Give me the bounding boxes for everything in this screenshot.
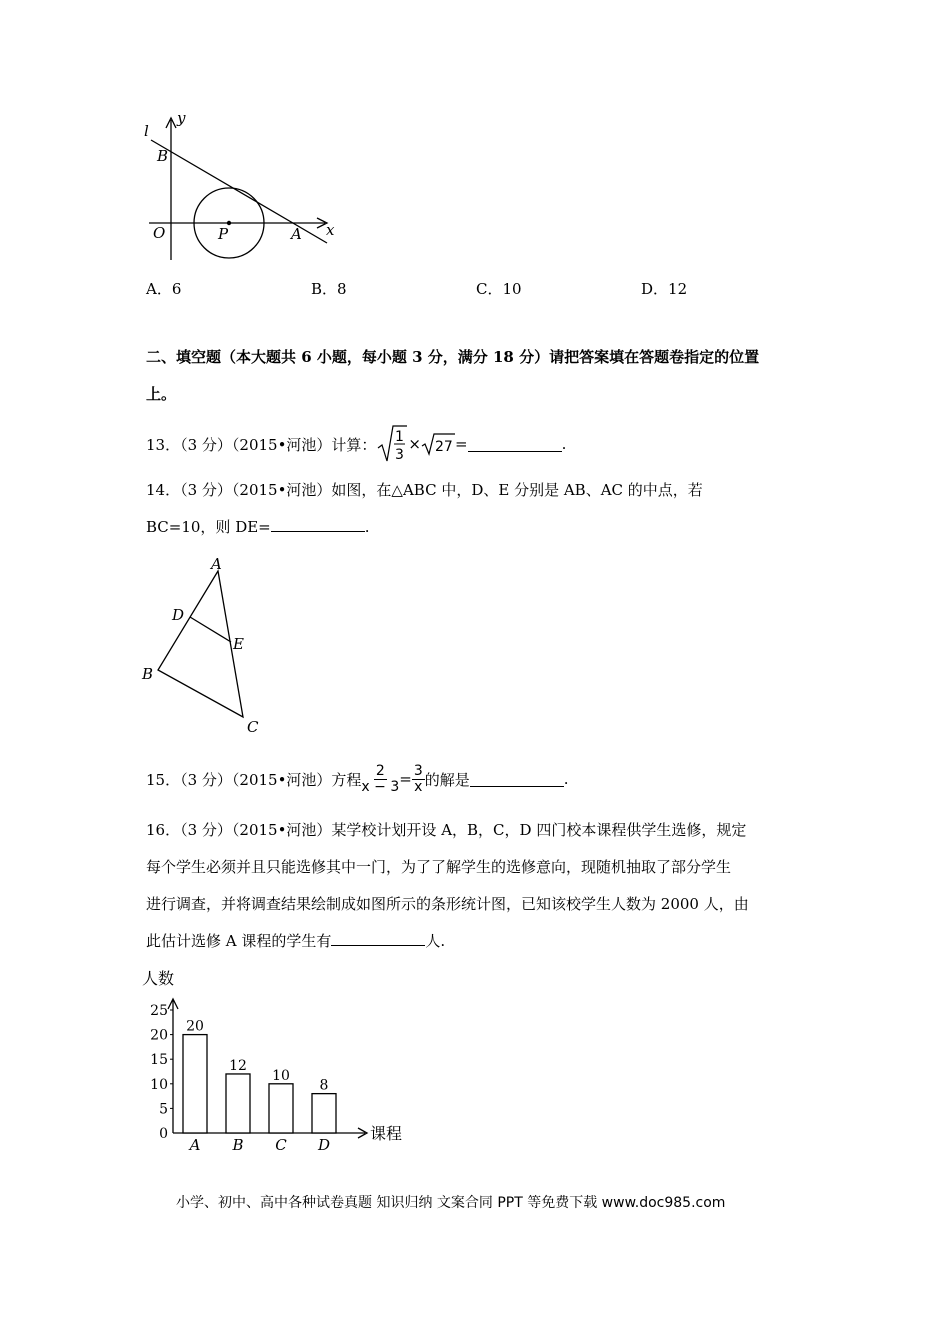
section-heading-line1: 二、填空题（本大题共 6 小题，每小题 3 分，满分 18 分）请把答案填在答题卷指定的位置 (146, 348, 760, 366)
bar-D (312, 1094, 336, 1133)
question-13: 13．（3 分）（2015•河池）计算： 1 3 × 27 = . (146, 424, 566, 464)
sqrt-fraction (377, 424, 407, 464)
label-tri-A: A (211, 555, 222, 573)
svg-text:3: 3 (395, 447, 405, 463)
bar-chart (140, 962, 420, 1157)
y-tick-label: 15 (150, 1052, 168, 1069)
question-16-line1: 16．（3 分）（2015•河池）某学校计划开设 A，B，C，D 四门校本课程供学生选修，规定 (146, 821, 747, 839)
option-d: D．12 (641, 280, 688, 298)
question-16-line4: 此估计选修 A 课程的学生有 人. (146, 932, 446, 950)
label-y: y (177, 110, 186, 127)
label-O: O (153, 224, 166, 242)
question-14-line2: BC=10，则 DE= . (146, 518, 370, 536)
label-B: B (157, 147, 169, 165)
question-16-line3: 进行调查，并将调查结果绘制成如图所示的条形统计图，已知该校学生人数为 2000 人，由 (146, 895, 749, 913)
bar-C (269, 1084, 293, 1133)
y-tick-label: 25 (150, 1003, 168, 1019)
svg-text:1: 1 (395, 429, 405, 445)
fraction-3-over-x: $\frac{3}{x}$ (413, 762, 423, 795)
sqrt-27 (421, 432, 455, 456)
x-tick-label: D (317, 1136, 331, 1154)
y-tick-label: 10 (150, 1076, 168, 1093)
question-15: 15．（3 分）（2015•河池）方程 $\frac{2}{x - 3}$ = $\frac{3}{x}$ 的解是 . (146, 762, 569, 795)
answer-blank-13[interactable] (468, 436, 562, 452)
x-tick-label: C (275, 1136, 287, 1154)
answer-blank-15[interactable] (470, 771, 564, 787)
answer-blank-14[interactable] (271, 516, 365, 532)
label-A: A (291, 225, 302, 243)
question-16-line2: 每个学生必须并且只能选修其中一门，为了了解学生的选修意向，现随机抽取了部分学生 (146, 858, 732, 876)
label-tri-E: E (233, 635, 244, 653)
bar-value-label: 10 (272, 1067, 290, 1084)
label-l: l (144, 122, 149, 140)
option-a: A．6 (146, 280, 182, 298)
label-tri-D: D (172, 606, 185, 624)
y-tick-label: 5 (159, 1101, 168, 1118)
x-tick-label: B (232, 1136, 244, 1154)
footer-text: 小学、初中、高中各种试卷真题 知识归纳 文案合同 PPT 等免费下载 www.doc985.com (176, 1195, 726, 1211)
question-14-line1: 14．（3 分）（2015•河池）如图，在△ABC 中，D、E 分别是 AB、AC 的中点，若 (146, 481, 703, 499)
svg-text:27: 27 (435, 439, 453, 455)
y-axis-label: 人数 (142, 969, 175, 988)
option-c: C．10 (476, 280, 522, 298)
label-x: x (326, 221, 335, 239)
label-tri-C: C (247, 718, 259, 736)
x-axis-label: 课程 (370, 1124, 403, 1143)
bar-value-label: 12 (229, 1057, 247, 1074)
bar-B (226, 1074, 250, 1133)
y-tick-label: 20 (150, 1027, 168, 1044)
bar-value-label: 8 (319, 1077, 329, 1094)
option-b: B．8 (311, 280, 347, 298)
fraction-2-over-x-3: $\frac{2}{x - 3}$ (361, 762, 400, 795)
bar-A (183, 1035, 207, 1133)
bar-value-label: 20 (186, 1018, 204, 1035)
y-tick-label: 0 (159, 1126, 168, 1142)
label-tri-B: B (142, 665, 154, 683)
answer-blank-16[interactable] (331, 930, 425, 946)
triangle-figure (138, 552, 268, 737)
label-P: P (218, 225, 229, 243)
x-tick-label: A (189, 1136, 201, 1154)
tangent-circle-figure (135, 110, 345, 265)
section-heading-line2: 上。 (146, 385, 177, 403)
